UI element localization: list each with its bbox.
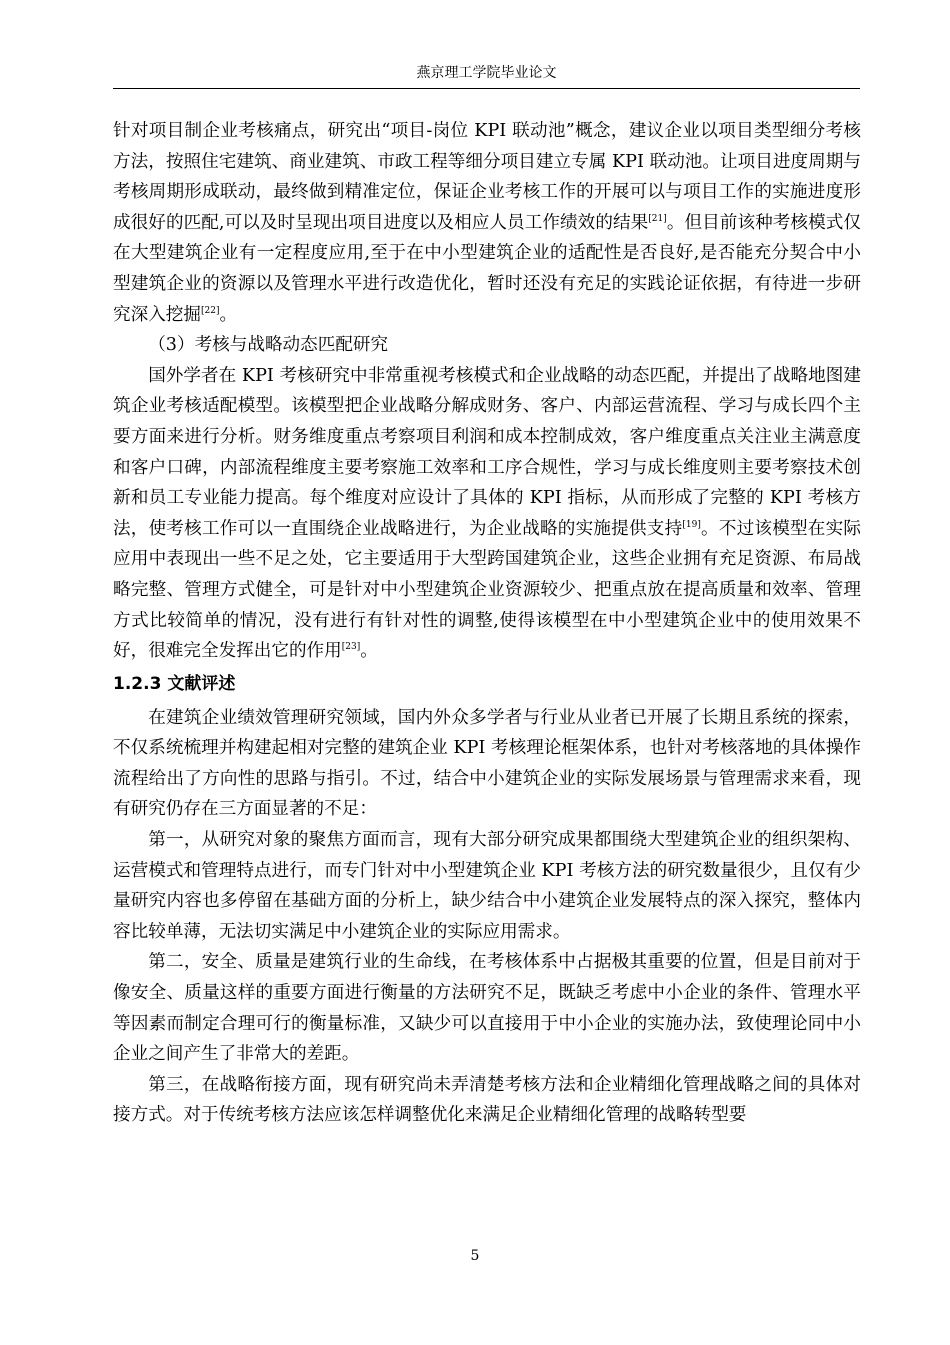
- paragraph-text: 。: [360, 641, 378, 662]
- page-header: 燕京理工学院毕业论文: [416, 65, 557, 81]
- paragraph-group-a: [113, 116, 861, 667]
- paragraph-text: 第一，从研究对象的聚焦方面而言，现有大部分研究成果都围绕大型建筑企业的组织架构、运营模式和管理特点进行，而专门针对中小型建筑企业 KPI 考核方法的研究数量很少，且仅有少量研究内容也多停留在基础方面的分析上，缺少结合中小建筑企业发展特点的深入探究，整体内容比较单薄，无法切实满足中小建筑企业的实际应用需求。: [113, 830, 861, 942]
- citation-marker: [21]: [648, 213, 667, 224]
- paragraph-text: 针对项目制企业考核痛点，研究出“项目-岗位 KPI 联动池”概念，建议企业以项目类型细分考核方法，按照住宅建筑、商业建筑、市政工程等细分项目建立专属 KPI 联动池。让项目进度周期与考核周期形成联动，最终做到精准定位，保证企业考核工作的开展可以与项目工作的实施进度形成很好的匹配,可以及时呈现出项目进度以及相应人员工作绩效的结果: [113, 121, 861, 233]
- paragraph-text: 第三，在战略衔接方面，现有研究尚未弄清楚考核方法和企业精细化管理战略之间的具体对接方式。对于传统考核方法应该怎样调整优化来满足企业精细化管理的战略转型要: [113, 1074, 861, 1126]
- section-heading: 1.2.3 文献评述: [113, 673, 236, 694]
- paragraph-p1: [113, 116, 861, 330]
- paragraph-p2: [113, 330, 861, 361]
- citation-marker: [22]: [200, 305, 220, 316]
- citation-marker: [19]: [682, 519, 701, 530]
- paragraph-p3: [113, 361, 861, 667]
- paragraph-p4: [113, 703, 861, 825]
- paragraph-p7: [113, 1070, 861, 1131]
- paragraph-text: 。不过该模型在实际应用中表现出一些不足之处，它主要适用于大型跨国建筑企业，这些企业拥有充足资源、布局战略完整、管理方式健全，可是针对中小型建筑企业资源较少、把重点放在提高质量和效率、管理方式比较简单的情况，没有进行有针对性的调整,使得该模型在中小型建筑企业中的使用效果不好，很难完全发挥出它的作用: [113, 518, 861, 662]
- paragraph-text: （3）考核与战略动态匹配研究: [148, 335, 389, 356]
- paragraph-text: 国外学者在 KPI 考核研究中非常重视考核模式和企业战略的动态匹配，并提出了战略地图建筑企业考核适配模型。该模型把企业战略分解成财务、客户、内部运营流程、学习与成长四个主要方面来进行分析。财务维度重点考察项目利润和成本控制成效，客户维度重点关注业主满意度和客户口碑，内部流程维度主要考察施工效率和工序合规性，学习与成长维度则主要考察技术创新和员工专业能力提高。每个维度对应设计了具体的 KPI 指标，从而形成了完整的 KPI 考核方法，使考核工作可以一直围绕企业战略进行，为企业战略的实施提供支持: [113, 365, 861, 539]
- paragraph-text: 第二，安全、质量是建筑行业的生命线，在考核体系中占据极其重要的位置，但是目前对于像安全、质量这样的重要方面进行衡量的方法研究不足，既缺乏考虑中小企业的条件、管理水平等因素而制定合理可行的衡量标准，又缺少可以直接用于中小企业的实施办法，致使理论同中小企业之间产生了非常大的差距。: [113, 952, 861, 1065]
- paragraph-text: 在建筑企业绩效管理研究领域，国内外众多学者与行业从业者已开展了长期且系统的探索，不仅系统梳理并构建起相对完整的建筑企业 KPI 考核理论框架体系，也针对考核落地的具体操作流程给出了方向性的思路与指引。不过，结合中小建筑企业的实际发展场景与管理需求来看，现有研究仍存在三方面显著的不足：: [113, 707, 861, 820]
- body-text: [113, 116, 861, 1131]
- paragraph-p6: [113, 947, 861, 1069]
- paragraph-group-b: [113, 703, 861, 1131]
- header-rule: [113, 88, 860, 89]
- citation-marker: [23]: [341, 642, 361, 653]
- paragraph-text: 。但目前该种考核模式仅在大型建筑企业有一定程度应用,至于在中小型建筑企业的适配性是否良好,是否能充分契合中小型建筑企业的资源以及管理水平进行改造优化，暂时还没有充足的实践论证依据，有待进一步研究深入挖掘: [113, 212, 861, 325]
- paragraph-p5: [113, 825, 861, 947]
- paragraph-text: 。: [219, 304, 238, 325]
- page-number: 5: [470, 1248, 480, 1264]
